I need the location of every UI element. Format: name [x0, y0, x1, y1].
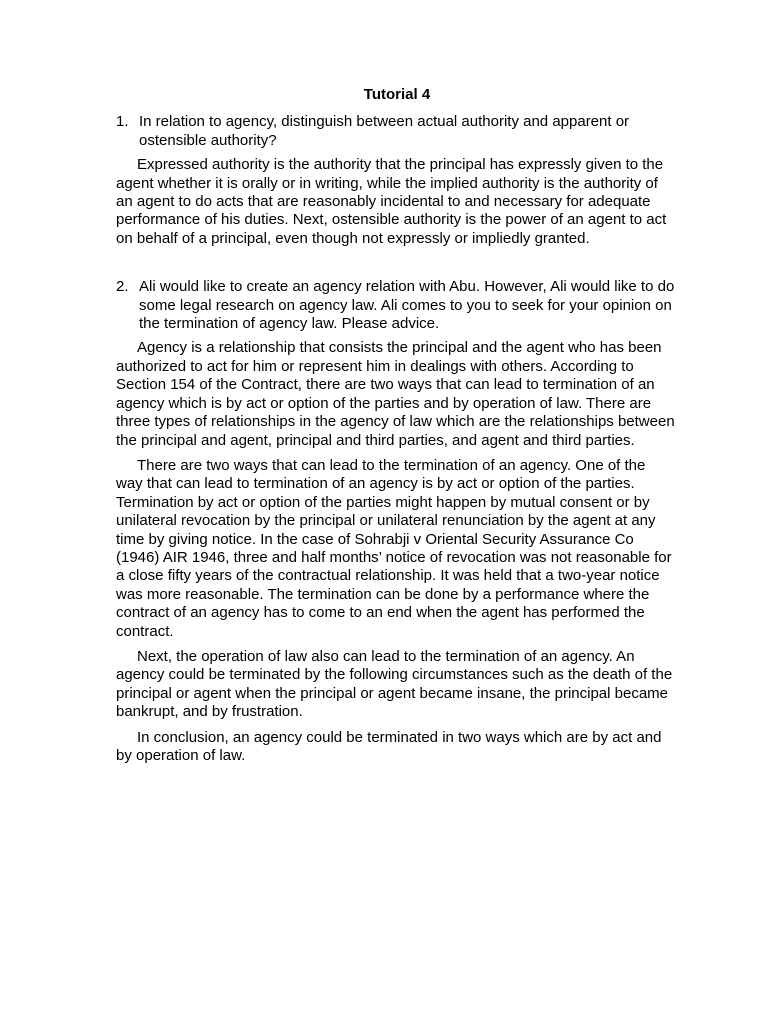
question-text: Ali would like to create an agency relation with Abu. However, Ali would like to do some legal research on agency law. Ali comes to you to seek for your opinion on the termination of agency law. Please advice.: [139, 278, 675, 333]
answer-paragraph: Expressed authority is the authority that the principal has expressly given to the agent whether it is orally or in writing, while the implied authority is the authority of an agent to do acts that are reasonably incidental to and necessary for adequate performance of his duties. Next, ostensible authority is the power of an agent to act on behalf of a principal, even though not expressly or impliedly granted.: [116, 156, 667, 247]
answer-paragraph: There are two ways that can lead to the termination of an agency. One of the way that can lead to termination of an agency is by act or option of the parties. Termination by act or option of the parties might happen by mutual consent or by unilateral revocation by the principal or unilateral renunciation by the agent at any time by giving notice. In the case of Sohrabji v Oriental Security Assurance Co (1946) AIR 1946, three and half months’ notice of revocation was not reasonable for a close fifty years of the contractual relationship. It was held that a two-year notice was more reasonable. The termination can be done by a performance where the contract of an agency has to come to an end when the agent has performed the contract.: [116, 456, 672, 640]
question-number: 2.: [116, 278, 129, 296]
answer-paragraph: Next, the operation of law also can lead to the termination of an agency. An agency could be terminated by the following circumstances such as the death of the principal or agent when the principal or agent became insane, the principal became bankrupt, and by frustration.: [116, 647, 673, 721]
question-2: [116, 278, 676, 333]
question-1: [116, 113, 676, 150]
question-number: 1.: [116, 113, 129, 131]
question-text: In relation to agency, distinguish between actual authority and apparent or ostensible authority?: [139, 113, 630, 149]
document-title: Tutorial 4: [363, 86, 431, 103]
answer-paragraph: In conclusion, an agency could be terminated in two ways which are by act and by operation of law.: [116, 728, 662, 764]
document-page: [116, 86, 676, 772]
section-spacer: [116, 255, 676, 278]
answer-paragraph: Agency is a relationship that consists the principal and the agent who has been authorized to act for him or represent him in dealings with others. According to Section 154 of the Contract, there are two ways that can lead to termination of an agency which is by act or option of the parties and by operation of law. There are three types of relationships in the agency of law which are the relationships between the principal and agent, principal and third parties, and agent and third parties.: [116, 339, 675, 449]
